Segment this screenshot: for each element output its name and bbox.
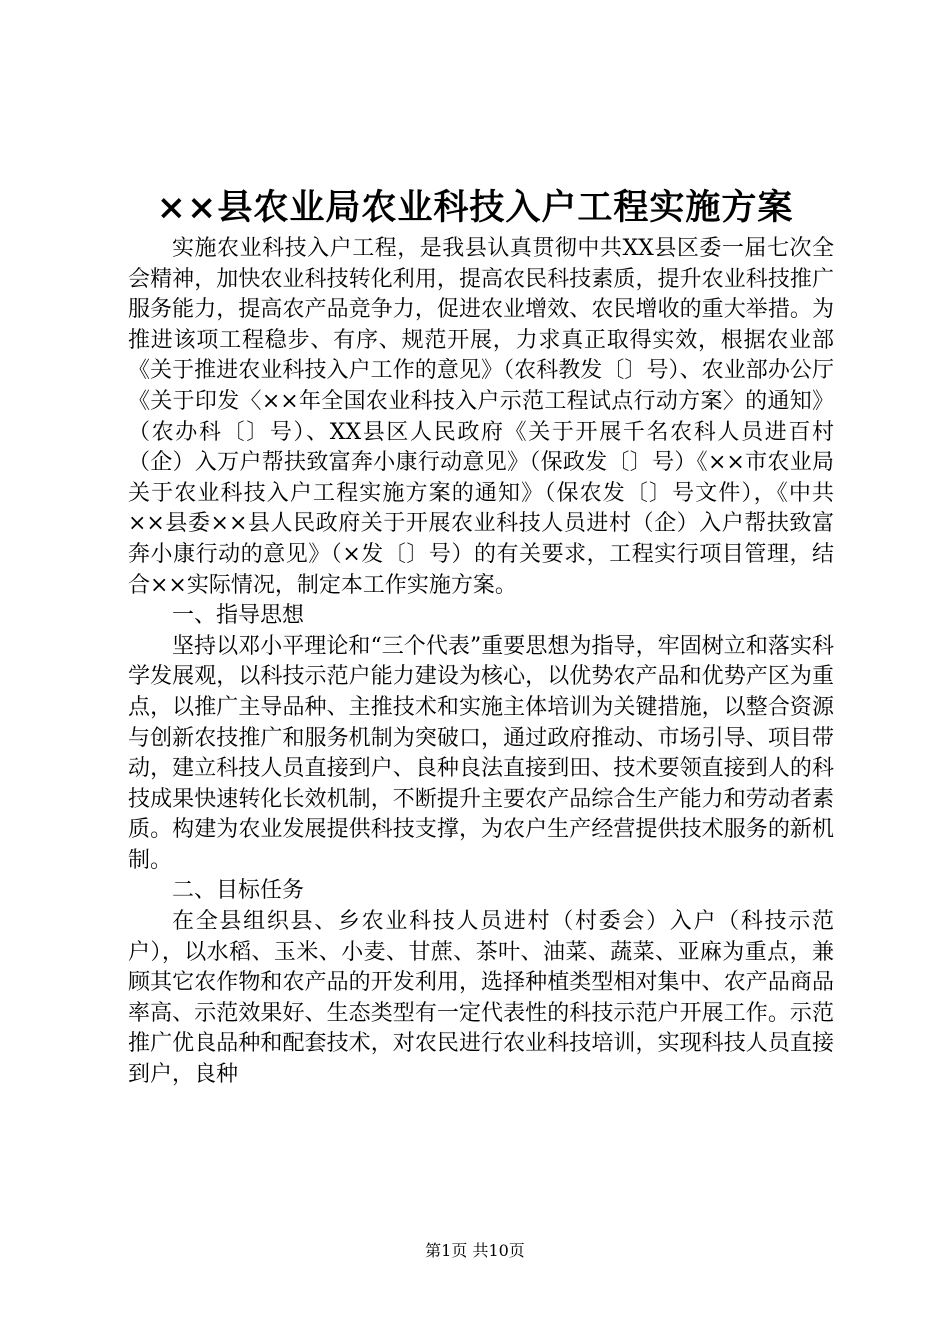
section-heading-goals-tasks: 二、目标任务 (172, 878, 305, 904)
goals-tasks-paragraph: 在全县组织县、乡农业科技人员进村（村委会）入户（科技示范户），以水稻、玉米、小麦、甘蔗、茶叶、油菜、蔬菜、亚麻为重点，兼顾其它农作物和农产品的开发利用，选择种植类型相对集中、农产品商品率高、示范效果好、生态类型有一定代表性的科技示范户开展工作。示范推广优良品种和配套技术，对农民进行农业科技培训，实现科技人员直接到户，良种 (128, 909, 834, 1088)
section-heading-guiding-ideology: 一、指导思想 (172, 603, 305, 629)
guiding-ideology-paragraph: 坚持以邓小平理论和“三个代表”重要思想为指导，牢固树立和落实科学发展观，以科技示范户能力建设为核心，以优势农产品和优势产区为重点，以推广主导品种、主推技术和实施主体培训为关键措施，以整合资源与创新农技推广和服务机制为突破口，通过政府推动、市场引导、项目带动，建立科技人员直接到户、良种良法直接到田、技术要领直接到人的科技成果快速转化长效机制，不断提升主要农产品综合生产能力和劳动者素质。构建为农业发展提供科技支撑，为农户生产经营提供技术服务的新机制。 (128, 633, 834, 873)
page-number-footer: 第1页 共10页 (425, 1241, 525, 1260)
document-title: ××县农业局农业科技入户工程实施方案 (156, 187, 794, 228)
document-body (128, 234, 834, 1091)
intro-paragraph: 实施农业科技入户工程，是我县认真贯彻中共XX县区委一届七次全会精神，加快农业科技转化利用，提高农民科技素质，提升农业科技推广服务能力，提高农产品竞争力，促进农业增效、农民增收的重大举措。为推进该项工程稳步、有序、规范开展，力求真正取得实效，根据农业部《关于推进农业科技入户工作的意见》（农科教发〔〕号）、农业部办公厅《关于印发〈××年全国农业科技入户示范工程试点行动方案〉的通知》（农办科〔〕号）、XX县区人民政府《关于开展千名农科人员进百村（企）入万户帮扶致富奔小康行动意见》（保政发〔〕号）《××市农业局关于农业科技入户工程实施方案的通知》（保农发〔〕号文件），《中共××县委××县人民政府关于开展农业科技人员进村（企）入户帮扶致富奔小康行动的意见》（×发〔〕号）的有关要求，工程实行项目管理，结合××实际情况，制定本工作实施方案。 (128, 236, 834, 598)
